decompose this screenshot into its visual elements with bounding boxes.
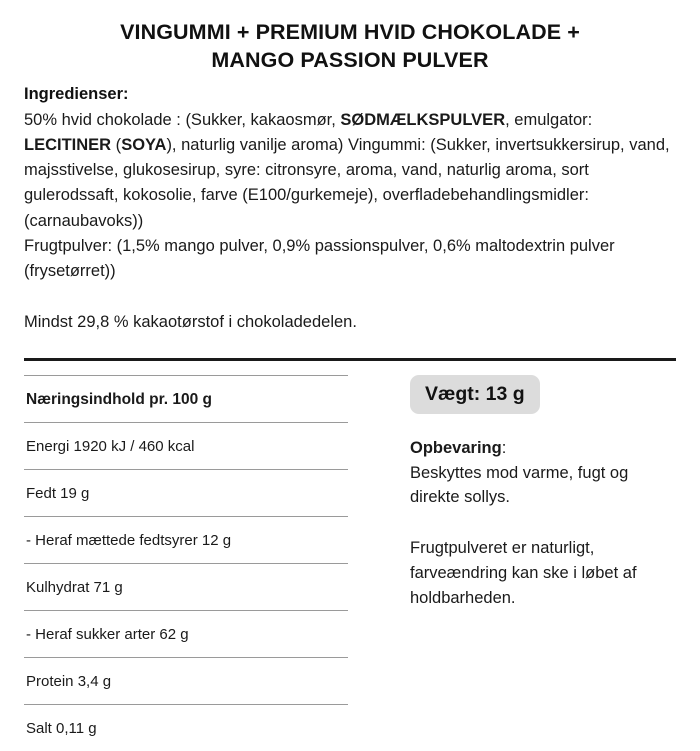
- ingredients-heading: Ingredienser:: [24, 84, 129, 103]
- nutrition-row-protein: Protein 3,4 g: [24, 658, 348, 705]
- ingredients-segment-4: ), naturlig vanilje aroma) Vingummi: (Sukker, invertsukkersirup, vand, majsstivelse, glukosesirup, syre: citronsyre, aroma, vand, naturlig aroma, sort gulerodssaft, kokosolie, farve (E100/gurkemeje), overfladebehandlingsmidler: (carnaubavoks)): [24, 135, 670, 230]
- lower-section: [24, 361, 676, 751]
- nutrition-row-energy: Energi 1920 kJ / 460 kcal: [24, 423, 348, 470]
- fruit-powder-text: Frugtpulver: (1,5% mango pulver, 0,9% passionspulver, 0,6% maltodextrin pulver (frysetørret)): [24, 236, 615, 281]
- table-row: [24, 611, 348, 658]
- ingredients-segment-1: 50% hvid chokolade : (Sukker, kakaosmør,: [24, 110, 341, 129]
- nutrition-row-fat: Fedt 19 g: [24, 470, 348, 517]
- storage-heading: Opbevaring: [410, 438, 502, 457]
- nutrition-column: [24, 361, 354, 751]
- page-title-line-1: VINGUMMI + PREMIUM HVID CHOKOLADE +: [120, 20, 580, 44]
- fruit-powder-note: Frugtpulveret er naturligt, farveændring kan ske i løbet af holdbarheden.: [410, 539, 637, 607]
- storage-heading-suffix: :: [501, 438, 507, 457]
- info-column: [354, 361, 676, 611]
- allergen-soya: SOYA: [121, 135, 167, 154]
- nutrition-row-salt: Salt 0,11 g: [24, 705, 348, 751]
- storage-block: [410, 436, 660, 510]
- table-row: [24, 517, 348, 564]
- storage-text: Beskyttes mod varme, fugt og direkte sollys.: [410, 463, 629, 507]
- table-row: [24, 423, 348, 470]
- table-row: [24, 375, 348, 423]
- nutrition-row-carbohydrate: Kulhydrat 71 g: [24, 564, 348, 611]
- ingredients-text: [24, 108, 676, 234]
- nutrition-row-saturated-fat: - Heraf mættede fedtsyrer 12 g: [24, 517, 348, 564]
- page-title-line-2: MANGO PASSION PULVER: [211, 48, 489, 73]
- nutrition-row-sugars: - Heraf sukker arter 62 g: [24, 611, 348, 658]
- table-row: [24, 705, 348, 751]
- table-row: [24, 470, 348, 517]
- allergen-sodmaelkspulver: SØDMÆLKSPULVER: [340, 110, 506, 129]
- cocoa-content-note: Mindst 29,8 % kakaotørstof i chokoladedelen.: [24, 313, 357, 332]
- ingredients-segment-3: (: [111, 135, 122, 154]
- nutrition-table-body: [24, 375, 348, 751]
- ingredients-segment-2: , emulgator:: [505, 110, 593, 129]
- page-title: [24, 0, 676, 75]
- table-row: [24, 564, 348, 611]
- allergen-leciтiner: LECITINER: [24, 135, 112, 154]
- table-row: [24, 658, 348, 705]
- nutrition-table: [24, 375, 348, 751]
- nutrition-table-header: Næringsindhold pr. 100 g: [24, 375, 348, 423]
- weight-badge: Vægt: 13 g: [410, 375, 540, 414]
